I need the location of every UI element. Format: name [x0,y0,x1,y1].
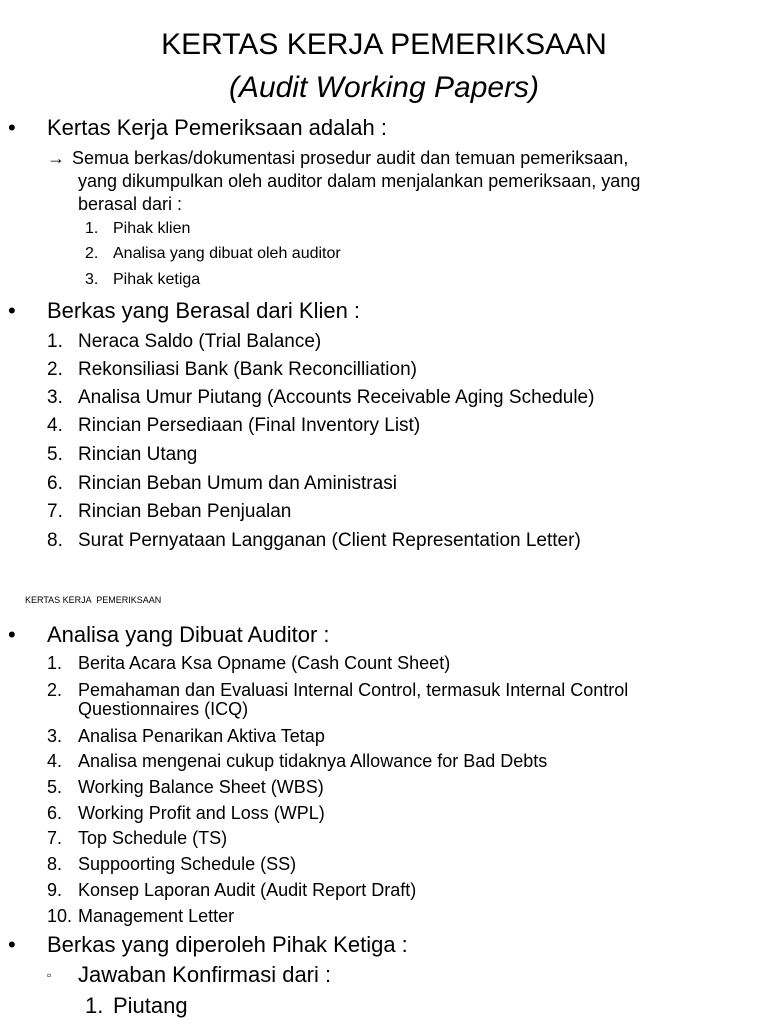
page-title: KERTAS KERJA PEMERIKSAAN [161,28,607,61]
item-number: 2. [47,680,63,700]
item-number: 3. [47,387,63,408]
definition-line: berasal dari : [78,194,183,214]
item-text-continuation: Questionnaires (ICQ) [78,699,249,719]
source-item [85,270,200,290]
item-text: Piutang [113,993,188,1018]
square-bullet-icon: ▫ [47,968,52,982]
list-item [47,879,416,901]
item-number: 5. [47,444,63,465]
list-item [47,386,594,409]
item-text: Pihak klien [113,220,191,237]
list-item [47,414,420,437]
third-party-heading: Berkas yang diperoleh Pihak Ketiga : [47,932,408,957]
item-number: 7. [47,501,63,522]
item-number: 2. [47,359,63,380]
bullet-marker: • [8,298,16,323]
confirmation-subheading: Jawaban Konfirmasi dari : [78,962,332,987]
item-number: 10. [47,906,73,926]
client-files-heading: Berkas yang Berasal dari Klien : [47,298,361,323]
list-item [47,500,291,523]
item-number: 8. [47,854,63,874]
item-number: 6. [47,803,63,823]
item-text: Konsep Laporan Audit (Audit Report Draft) [78,880,417,900]
item-text: Analisa mengenai cukup tidaknya Allowance for Bad Debts [78,751,548,771]
item-text: Rincian Beban Penjualan [78,501,292,522]
item-text: Neraca Saldo (Trial Balance) [78,331,322,352]
list-item [47,750,547,772]
item-text: Analisa Penarikan Aktiva Tetap [78,726,325,746]
list-item [47,853,296,875]
item-number: 7. [47,828,63,848]
item-number: 4. [47,415,63,436]
list-item [47,330,321,353]
item-number: 3. [47,726,63,746]
source-item [85,244,341,264]
definition-line: yang dikumpulkan oleh auditor dalam menjalankan pemeriksaan, yang [78,171,641,191]
item-number: 6. [47,473,63,494]
item-text: Analisa yang dibuat oleh auditor [113,245,341,262]
item-number: 4. [47,751,63,771]
item-text: Berita Acara Ksa Opname (Cash Count Sheet) [78,653,451,673]
page-subtitle: (Audit Working Papers) [228,71,540,104]
list-item [47,529,581,552]
list-item [47,443,197,466]
item-number: 1. [85,993,104,1018]
item-text: Management Letter [78,906,235,926]
item-text: Working Profit and Loss (WPL) [78,803,325,823]
list-item [47,652,450,674]
item-text: Analisa Umur Piutang (Accounts Receivable Aging Schedule) [78,387,595,408]
item-number: 2. [85,245,99,262]
item-number: 8. [47,530,63,551]
item-text: Rincian Persediaan (Final Inventory List) [78,415,421,436]
bullet-marker: • [8,932,16,957]
item-text: Rincian Utang [78,444,198,465]
list-item [47,358,417,381]
item-number: 9. [47,880,63,900]
auditor-analysis-heading: Analisa yang Dibuat Auditor : [47,622,330,647]
slide-footer: KERTAS KERJA PEMERIKSAAN [25,595,162,605]
list-item [47,776,324,798]
item-text: Top Schedule (TS) [78,828,228,848]
bullet-marker: • [8,115,16,140]
item-text: Surat Pernyataan Langganan (Client Representation Letter) [78,530,581,551]
source-item [85,219,190,239]
list-item [47,725,325,747]
list-item [47,905,234,927]
item-number: 1. [85,220,99,237]
list-item [47,827,227,849]
item-number: 5. [47,777,63,797]
list-item [47,802,325,824]
definition-line: Semua berkas/dokumentasi prosedur audit dan temuan pemeriksaan, [72,148,629,168]
item-number: 1. [47,653,63,673]
bullet-marker: • [8,622,16,647]
item-text: Suppoorting Schedule (SS) [78,854,297,874]
item-text: Pemahaman dan Evaluasi Internal Control, termasuk Internal Control [78,680,629,700]
item-text: Pihak ketiga [113,271,201,288]
item-text: Working Balance Sheet (WBS) [78,777,324,797]
definition-heading: Kertas Kerja Pemeriksaan adalah : [47,115,387,140]
item-number: 1. [47,331,63,352]
item-text: Rincian Beban Umum dan Aministrasi [78,473,397,494]
list-item [47,472,397,495]
item-text: Rekonsiliasi Bank (Bank Reconcilliation) [78,359,417,380]
arrow-right-icon: → [47,148,65,168]
list-item [85,993,188,1019]
item-number: 3. [85,271,99,288]
